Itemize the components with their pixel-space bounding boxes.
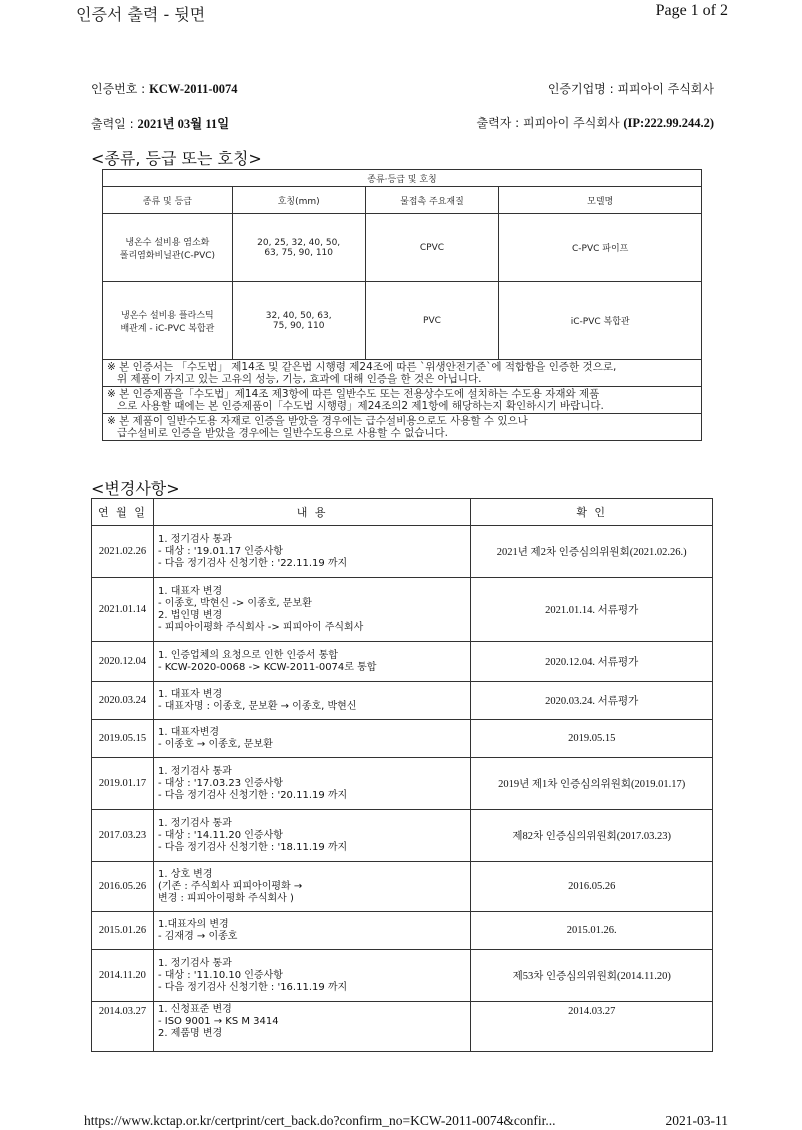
table-row	[92, 642, 713, 682]
cert-number-label: 인증번호 :	[91, 82, 146, 96]
change-date: 2021.01.14	[92, 578, 154, 642]
material-cell: CPVC	[365, 214, 499, 282]
table-row	[92, 758, 713, 810]
change-content	[153, 912, 470, 950]
change-confirm: 제82차 인증심의위원회(2017.03.23)	[471, 810, 713, 862]
change-line: - 대상 : '19.01.17 인증사항	[157, 545, 283, 557]
change-line: - 이종호 → 이종호, 문보환	[157, 738, 273, 750]
table-row	[92, 950, 713, 1002]
col-header: 종류 및 등급	[103, 187, 233, 214]
change-line: 2. 법인명 변경	[157, 609, 223, 621]
change-line: - 대표자명 : 이종호, 문보환 → 이종호, 박현신	[157, 700, 357, 712]
table-row	[92, 526, 713, 578]
change-line: 1. 정기검사 통과	[157, 765, 232, 777]
note-text: ※ 본 제품이 일반수도용 자재로 인증을 받았을 경우에는 급수설비용으로도 사용할 수 있으나 급수설비로 인증을 받았을 경우에는 일반수도용으로 사용할 수 없습니다.	[103, 414, 702, 441]
footer-url: https://www.kctap.or.kr/certprint/cert_back.do?confirm_no=KCW-2011-0074&confir...	[84, 1113, 556, 1128]
change-content	[153, 682, 470, 720]
table-row	[92, 862, 713, 912]
change-line: 1. 정기검사 통과	[157, 533, 232, 545]
change-line: 2. 제품명 변경	[157, 1028, 223, 1039]
company-name: 인증기업명 : 피피아이 주식회사	[547, 82, 714, 96]
change-date: 2015.01.26	[92, 912, 154, 950]
cert-number-value: KCW-2011-0074	[149, 82, 238, 96]
change-confirm: 제53차 인증심의위원회(2014.11.20)	[471, 950, 713, 1002]
material-cell: PVC	[365, 282, 499, 360]
col-header-content: 내 용	[153, 499, 470, 526]
note-text: ※ 본 인증서는 「수도법」 제14조 및 같은법 시행령 제24조에 따른 `위생안전기준`에 적합함을 인증한 것으로, 위 제품이 가지고 있는 고유의 성능, 기능, 효과에 대해 인증을 한 것은 아닙니다.	[103, 360, 702, 387]
change-line: - 다음 정기검사 신청기한 : '22.11.19 까지	[157, 557, 348, 569]
col-header: 물접촉 주요재질	[365, 187, 499, 214]
cert-number	[91, 80, 237, 97]
col-header-date: 연 월 일	[92, 499, 154, 526]
change-confirm: 2021.01.14. 서류평가	[471, 578, 713, 642]
page-indicator: Page 1 of 2	[655, 2, 728, 19]
change-date: 2017.03.23	[92, 810, 154, 862]
table-row	[103, 282, 702, 360]
change-line: 1.대표자의 변경	[157, 918, 229, 930]
change-confirm: 2015.01.26.	[471, 912, 713, 950]
printer-info	[477, 114, 714, 131]
change-line: - 다음 정기검사 신청기한 : '20.11.19 까지	[157, 789, 348, 801]
change-line: 1. 대표자 변경	[157, 585, 223, 597]
types-table	[102, 169, 702, 441]
change-line: (기존 : 주식회사 피피아이평화 →	[157, 880, 303, 892]
print-date-label: 출력일 :	[91, 117, 134, 131]
change-content	[153, 862, 470, 912]
change-content	[153, 810, 470, 862]
table-row	[103, 214, 702, 282]
change-line: 1. 상호 변경	[157, 868, 213, 880]
change-content	[153, 720, 470, 758]
types-table-title: 종류·등급 및 호칭	[103, 170, 702, 187]
change-line: - 김재경 → 이종호	[157, 930, 238, 942]
change-confirm: 2016.05.26	[471, 862, 713, 912]
change-line: - 대상 : '14.11.20 인증사항	[157, 829, 283, 841]
model-cell: iC-PVC 복합관	[499, 282, 702, 360]
size-cell: 32, 40, 50, 63, 75, 90, 110	[232, 282, 365, 360]
change-date: 2020.03.24	[92, 682, 154, 720]
window-title: 인증서 출력 - 뒷면	[76, 5, 206, 24]
change-date: 2020.12.04	[92, 642, 154, 682]
table-row	[92, 578, 713, 642]
change-content	[153, 642, 470, 682]
footer-date: 2021-03-11	[665, 1113, 728, 1128]
change-content	[153, 526, 470, 578]
print-date-value: 2021년 03월 11일	[137, 117, 230, 131]
col-header: 모델명	[499, 187, 702, 214]
change-confirm: 2019.05.15	[471, 720, 713, 758]
change-line: - 이종호, 박현신 -> 이종호, 문보환	[157, 597, 312, 609]
change-confirm: 2021년 제2차 인증심의위원회(2021.02.26.)	[471, 526, 713, 578]
change-line: 1. 신청표준 변경	[157, 1004, 232, 1015]
printer-label: 출력자 : 피피아이 주식회사	[476, 116, 620, 130]
change-date: 2019.05.15	[92, 720, 154, 758]
printer-ip: (IP:222.99.244.2)	[623, 116, 714, 130]
change-line: - 대상 : '11.10.10 인증사항	[157, 969, 283, 981]
change-content	[153, 578, 470, 642]
print-date	[91, 114, 229, 132]
note-row	[103, 360, 702, 387]
change-confirm: 2020.12.04. 서류평가	[471, 642, 713, 682]
change-line: - 다음 정기검사 신청기한 : '18.11.19 까지	[157, 841, 348, 853]
change-line: - ISO 9001 → KS M 3414	[157, 1016, 279, 1027]
type-cell: 냉온수 설비용 염소화 폴리염화비닐관(C-PVC)	[103, 214, 233, 282]
table-row	[92, 912, 713, 950]
note-text: ※ 본 인증제품을「수도법」제14조 제3항에 따른 일반수도 또는 전용상수도에 설치하는 수도용 자재와 제품 으로 사용할 때에는 본 인증제품이「수도법 시행령」제24조의2 제1항에 해당하는지 확인하시기 바랍니다.	[103, 387, 702, 414]
change-date: 2019.01.17	[92, 758, 154, 810]
changes-table	[91, 498, 713, 1052]
model-cell: C-PVC 파이프	[499, 214, 702, 282]
section-title-changes: <변경사항>	[91, 479, 180, 498]
change-date: 2016.05.26	[92, 862, 154, 912]
type-cell: 냉온수 설비용 플라스틱 배관계 - iC-PVC 복합관	[103, 282, 233, 360]
change-line: - 다음 정기검사 신청기한 : '16.11.19 까지	[157, 981, 348, 993]
note-row	[103, 387, 702, 414]
col-header: 호칭(mm)	[232, 187, 365, 214]
change-date: 2021.02.26	[92, 526, 154, 578]
change-line: 1. 대표자변경	[157, 726, 219, 738]
table-row	[92, 682, 713, 720]
change-line: 1. 대표자 변경	[157, 688, 223, 700]
change-content	[153, 950, 470, 1002]
change-confirm: 2020.03.24. 서류평가	[471, 682, 713, 720]
change-line: 변경 : 피피아이평화 주식회사 )	[157, 892, 294, 904]
change-line: - 대상 : '17.03.23 인증사항	[157, 777, 283, 789]
size-cell: 20, 25, 32, 40, 50, 63, 75, 90, 110	[232, 214, 365, 282]
change-date: 2014.11.20	[92, 950, 154, 1002]
change-content	[153, 1002, 470, 1052]
change-line: 1. 인증업체의 요청으로 인한 인증서 통합	[157, 649, 338, 661]
change-line: 1. 정기검사 통과	[157, 957, 232, 969]
note-row	[103, 414, 702, 441]
change-date: 2014.03.27	[92, 1002, 154, 1052]
change-confirm: 2014.03.27	[471, 1002, 713, 1052]
change-line: - KCW-2020-0068 -> KCW-2011-0074로 통합	[157, 661, 377, 673]
col-header-confirm: 확 인	[471, 499, 713, 526]
table-row	[92, 1002, 713, 1052]
change-line: - 피피아이평화 주식회사 -> 피피아이 주식회사	[157, 621, 364, 633]
table-row	[92, 720, 713, 758]
table-row	[92, 810, 713, 862]
change-line: 1. 정기검사 통과	[157, 817, 232, 829]
section-title-types: <종류, 등급 또는 호칭>	[91, 149, 262, 168]
change-confirm: 2019년 제1차 인증심의위원회(2019.01.17)	[471, 758, 713, 810]
change-content	[153, 758, 470, 810]
